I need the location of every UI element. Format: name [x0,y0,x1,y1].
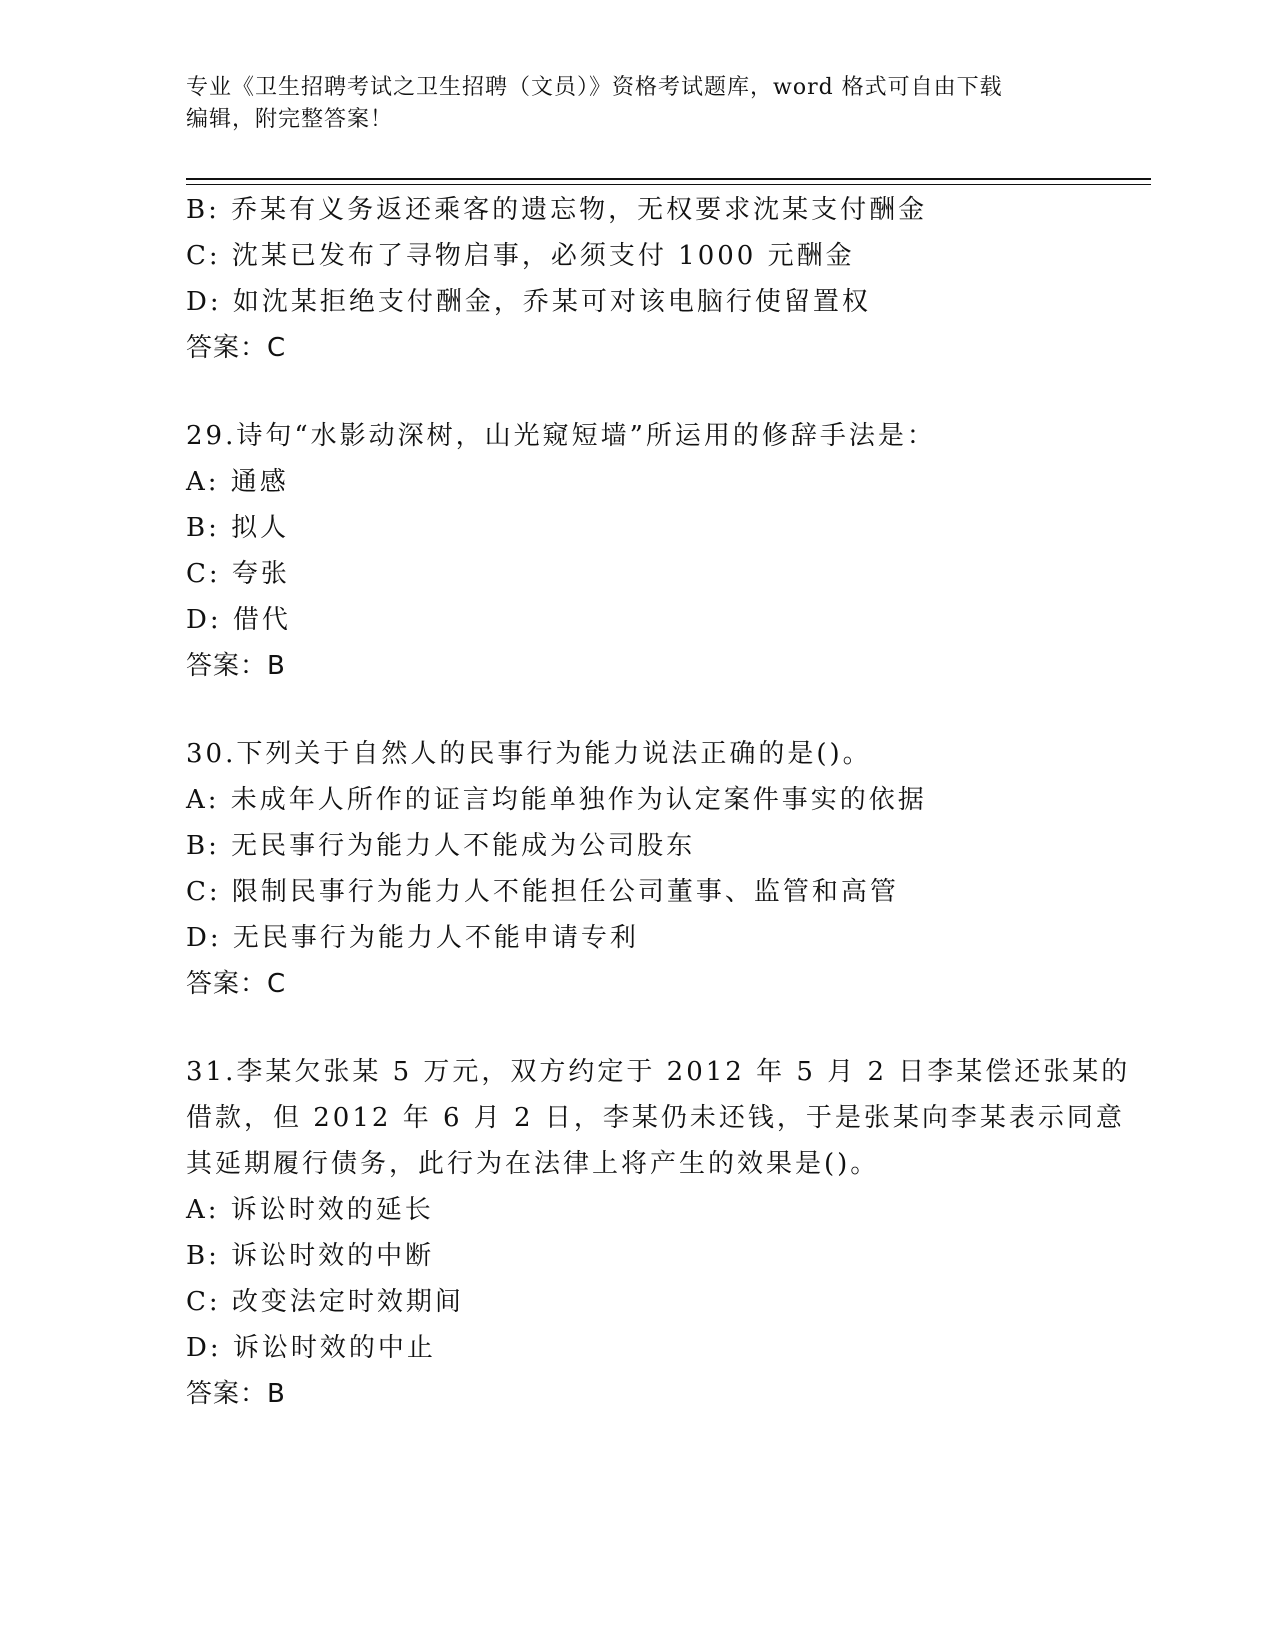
answer: 答案：C [186,333,287,363]
question-text-line: 31.李某欠张某 5 万元，双方约定于 2012 年 5 月 2 日李某偿还张某的 [186,1057,1131,1087]
option-a: A: 通感 [186,467,289,497]
option-c: C: 限制民事行为能力人不能担任公司董事、监管和高管 [186,877,899,907]
question-text: 29.诗句“水影动深树，山光窥短墙”所运用的修辞手法是： [186,421,936,451]
question-28 [186,187,1086,371]
spacer [186,371,1086,413]
question-30 [186,731,1086,1007]
option-b: B: 无民事行为能力人不能成为公司股东 [186,831,696,861]
option-b: B: 拟人 [186,513,290,543]
question-29 [186,413,1086,689]
answer: 答案：B [186,651,286,681]
option-d: D: 借代 [186,605,291,635]
document-header [186,72,1086,136]
option-b: B: 诉讼时效的中断 [186,1241,435,1271]
question-31 [186,1049,1131,1417]
spacer [186,1007,1086,1049]
option-d: D: 诉讼时效的中止 [186,1333,436,1363]
spacer [186,689,1086,731]
option-a: A: 诉讼时效的延长 [186,1195,434,1225]
header-line-2: 编辑，附完整答案！ [186,107,394,132]
answer: 答案：B [186,1379,286,1409]
option-c: C: 沈某已发布了寻物启事，必须支付 1000 元酬金 [186,241,855,271]
option-b: B: 乔某有义务返还乘客的遗忘物，无权要求沈某支付酬金 [186,195,928,225]
option-d: D: 无民事行为能力人不能申请专利 [186,923,639,953]
question-text: 30.下列关于自然人的民事行为能力说法正确的是()。 [186,739,872,769]
header-rule-thick [186,178,1151,180]
option-a: A: 未成年人所作的证言均能单独作为认定案件事实的依据 [186,785,927,815]
header-line-1: 专业《卫生招聘考试之卫生招聘（文员）》资格考试题库，word 格式可自由下载 [186,75,1003,100]
answer: 答案：C [186,969,287,999]
option-d: D: 如沈某拒绝支付酬金，乔某可对该电脑行使留置权 [186,287,871,317]
option-c: C: 夸张 [186,559,290,589]
question-list [186,187,1131,1417]
option-c: C: 改变法定时效期间 [186,1287,464,1317]
question-text-line: 其延期履行债务，此行为在法律上将产生的效果是()。 [186,1149,880,1179]
header-rule-thin [186,184,1151,185]
question-text-line: 借款，但 2012 年 6 月 2 日，李某仍未还钱，于是张某向李某表示同意 [186,1103,1125,1133]
